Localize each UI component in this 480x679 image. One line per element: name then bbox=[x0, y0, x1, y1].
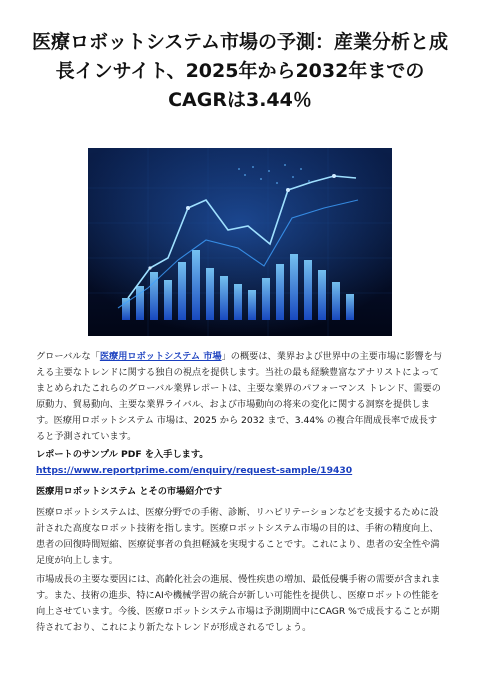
body-paragraph-1: 医療ロボットシステムは、医療分野での手術、診断、リハビリテーションなどを支援するために設計された高度なロボット技術を指します。医療ロボットシステム市場の目的は、手術の精度向上、患者の回復時間短縮、医療従事者の負担軽減を実現することです。これにより、患者の安全性や満足度が向上します。 bbox=[36, 507, 440, 566]
illustration-bar bbox=[262, 278, 270, 320]
illustration-bar bbox=[234, 284, 242, 320]
illustration-bar bbox=[304, 260, 312, 320]
illustration-bar bbox=[346, 294, 354, 320]
intro-text-after: 」の概要は、業界および世界中の主要市場に影響を与える主要なトレンドに関する独自の視点を提供します。当社の最も経験豊富なアナリストによってまとめられたこれらのグローバル業界レポートは、主要な業界のパフォーマンス トレンド、需要の原動力、貿易動向、主要な業界ライバル、および市場動向の将来の変化に関する洞察を提供します。医療用ロボットシステム 市場は、2025 から 2032 まで、3.44% の複合年間成長率で成長すると予測されています。 bbox=[36, 351, 443, 442]
illustration-bar bbox=[332, 282, 340, 320]
illustration-bar bbox=[164, 280, 172, 320]
intro-paragraph bbox=[36, 349, 446, 445]
sample-paragraph bbox=[36, 447, 446, 479]
sample-link[interactable]: https://www.reportprime.com/enquiry/request-sample/19430 bbox=[36, 465, 353, 476]
illustration-bar bbox=[318, 270, 326, 320]
illustration-bar bbox=[178, 262, 186, 320]
illustration-bar bbox=[220, 276, 228, 320]
section-heading: 医療用ロボットシステム とその市場紹介です bbox=[36, 486, 223, 497]
illustration-bar bbox=[276, 264, 284, 320]
illustration-bar bbox=[192, 250, 200, 320]
hero-image bbox=[88, 148, 392, 336]
market-chart-illustration bbox=[88, 148, 392, 336]
body-paragraph-2: 市場成長の主要な要因には、高齢化社会の進展、慢性疾患の増加、最低侵襲手術の需要が含まれます。また、技術の進歩、特にAIや機械学習の統合が新しい可能性を提供し、医療ロボットの性能を向上させています。今後、医療ロボットシステム市場は予測期間中にCAGR %で成長することが期待されており、これにより新たなトレンドが形成されるでしょう。 bbox=[36, 574, 441, 633]
page-title: 医療ロボットシステム市場の予測：産業分析と成長インサイト、2025年から2032年までのCAGRは3.44％ bbox=[31, 31, 449, 111]
sample-label: レポートのサンプル PDF を入手します。 bbox=[36, 449, 209, 460]
illustration-bar bbox=[206, 268, 214, 320]
market-link[interactable]: 医療用ロボットシステム 市場 bbox=[99, 351, 222, 362]
intro-text-before: グローバルな「 bbox=[36, 351, 100, 362]
illustration-bar bbox=[290, 254, 298, 320]
illustration-bar bbox=[248, 290, 256, 320]
